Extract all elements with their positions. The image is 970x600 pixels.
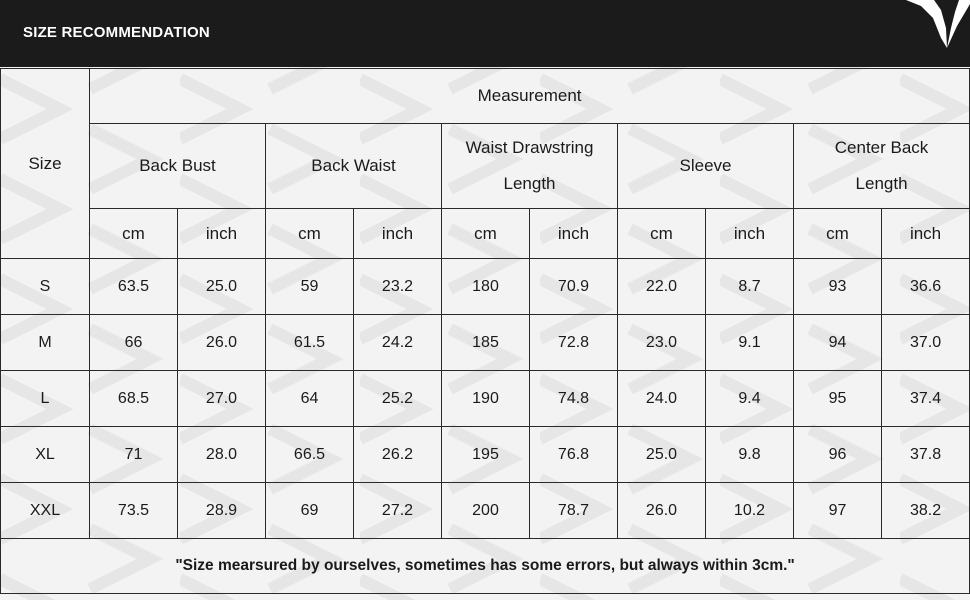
group-label-line2: Length bbox=[855, 174, 908, 193]
group-label-line2: Length bbox=[503, 174, 556, 193]
table-row bbox=[1, 483, 970, 539]
value-cell: 97 bbox=[794, 483, 882, 539]
value-cell: 68.5 bbox=[90, 371, 178, 427]
header-bar bbox=[0, 0, 970, 67]
value-cell: 63.5 bbox=[90, 259, 178, 315]
value-cell: 10.2 bbox=[706, 483, 794, 539]
value-cell: 180 bbox=[442, 259, 530, 315]
unit-cm: cm bbox=[794, 209, 882, 259]
group-label: Back Waist bbox=[311, 156, 396, 175]
value-cell: 23.0 bbox=[618, 315, 706, 371]
value-cell: 8.7 bbox=[706, 259, 794, 315]
header-title: SIZE RECOMMENDATION bbox=[23, 24, 210, 41]
size-table bbox=[0, 68, 970, 594]
group-header-sleeve bbox=[618, 124, 794, 209]
group-label-line1: Waist Drawstring bbox=[465, 138, 594, 157]
value-cell: 38.2 bbox=[882, 483, 970, 539]
size-cell: M bbox=[1, 315, 90, 371]
value-cell: 69 bbox=[266, 483, 354, 539]
size-cell: S bbox=[1, 259, 90, 315]
value-cell: 25.0 bbox=[618, 427, 706, 483]
value-cell: 23.2 bbox=[354, 259, 442, 315]
unit-inch: inch bbox=[882, 209, 970, 259]
value-cell: 37.8 bbox=[882, 427, 970, 483]
unit-cm: cm bbox=[618, 209, 706, 259]
value-cell: 185 bbox=[442, 315, 530, 371]
table-row bbox=[1, 371, 970, 427]
unit-cm: cm bbox=[266, 209, 354, 259]
value-cell: 37.4 bbox=[882, 371, 970, 427]
group-header-back-waist bbox=[266, 124, 442, 209]
group-header-waist-drawstring-length bbox=[442, 124, 618, 209]
chevron-down-notch-icon bbox=[855, 0, 970, 67]
measurement-header: Measurement bbox=[90, 69, 970, 124]
size-cell: XXL bbox=[1, 483, 90, 539]
size-note: "Size mearsured by ourselves, sometimes has some errors, but always within 3cm." bbox=[1, 539, 970, 594]
value-cell: 61.5 bbox=[266, 315, 354, 371]
unit-inch: inch bbox=[178, 209, 266, 259]
value-cell: 9.8 bbox=[706, 427, 794, 483]
value-cell: 76.8 bbox=[530, 427, 618, 483]
value-cell: 66 bbox=[90, 315, 178, 371]
size-rows bbox=[1, 259, 970, 539]
value-cell: 195 bbox=[442, 427, 530, 483]
value-cell: 25.2 bbox=[354, 371, 442, 427]
value-cell: 78.7 bbox=[530, 483, 618, 539]
value-cell: 200 bbox=[442, 483, 530, 539]
value-cell: 26.2 bbox=[354, 427, 442, 483]
value-cell: 71 bbox=[90, 427, 178, 483]
unit-cm: cm bbox=[442, 209, 530, 259]
group-label: Back Bust bbox=[139, 156, 216, 175]
size-header: Size bbox=[1, 69, 90, 259]
value-cell: 26.0 bbox=[618, 483, 706, 539]
table-row bbox=[1, 259, 970, 315]
unit-inch: inch bbox=[706, 209, 794, 259]
table-row bbox=[1, 427, 970, 483]
table-row bbox=[1, 315, 970, 371]
value-cell: 70.9 bbox=[530, 259, 618, 315]
value-cell: 22.0 bbox=[618, 259, 706, 315]
value-cell: 27.2 bbox=[354, 483, 442, 539]
value-cell: 24.2 bbox=[354, 315, 442, 371]
value-cell: 96 bbox=[794, 427, 882, 483]
value-cell: 28.9 bbox=[178, 483, 266, 539]
value-cell: 95 bbox=[794, 371, 882, 427]
value-cell: 72.8 bbox=[530, 315, 618, 371]
value-cell: 64 bbox=[266, 371, 354, 427]
value-cell: 66.5 bbox=[266, 427, 354, 483]
group-label-line1: Center Back bbox=[834, 138, 929, 157]
value-cell: 24.0 bbox=[618, 371, 706, 427]
value-cell: 37.0 bbox=[882, 315, 970, 371]
value-cell: 73.5 bbox=[90, 483, 178, 539]
value-cell: 26.0 bbox=[178, 315, 266, 371]
value-cell: 190 bbox=[442, 371, 530, 427]
value-cell: 74.8 bbox=[530, 371, 618, 427]
group-header-back-bust bbox=[90, 124, 266, 209]
size-cell: XL bbox=[1, 427, 90, 483]
value-cell: 27.0 bbox=[178, 371, 266, 427]
value-cell: 28.0 bbox=[178, 427, 266, 483]
unit-cm: cm bbox=[90, 209, 178, 259]
value-cell: 36.6 bbox=[882, 259, 970, 315]
value-cell: 9.4 bbox=[706, 371, 794, 427]
value-cell: 9.1 bbox=[706, 315, 794, 371]
group-header-center-back-length bbox=[794, 124, 970, 209]
value-cell: 59 bbox=[266, 259, 354, 315]
value-cell: 94 bbox=[794, 315, 882, 371]
unit-inch: inch bbox=[530, 209, 618, 259]
value-cell: 93 bbox=[794, 259, 882, 315]
size-cell: L bbox=[1, 371, 90, 427]
group-label: Sleeve bbox=[679, 156, 732, 175]
unit-inch: inch bbox=[354, 209, 442, 259]
value-cell: 25.0 bbox=[178, 259, 266, 315]
